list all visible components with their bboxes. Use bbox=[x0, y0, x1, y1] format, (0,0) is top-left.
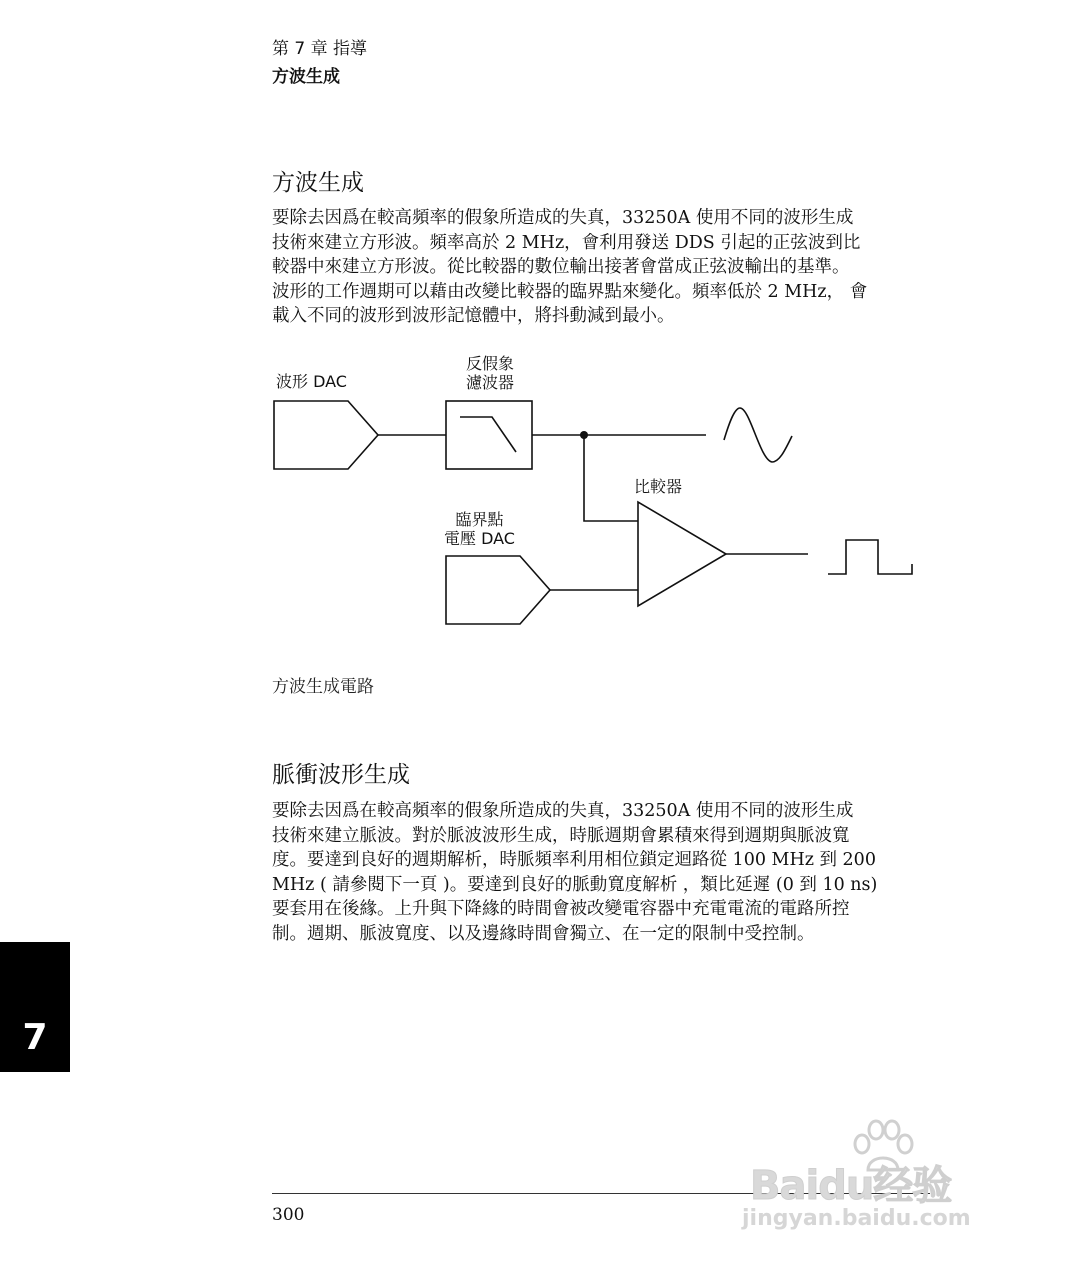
running-section-title: 方波生成 bbox=[272, 67, 340, 87]
paragraph-line: 技術來建立方形波。頻率高於 2 MHz，會利用發送 DDS 引起的正弦波到比 bbox=[272, 232, 861, 253]
paragraph-line: 要除去因爲在較高頻率的假象所造成的失真，33250A 使用不同的波形生成 bbox=[272, 208, 854, 228]
comparator-label: 比較器 bbox=[634, 477, 683, 496]
figure-caption: 方波生成電路 bbox=[272, 677, 374, 697]
watermark-url: jingyan.baidu.com bbox=[742, 1206, 971, 1231]
square-wave-icon bbox=[828, 540, 912, 574]
threshold-dac-symbol bbox=[446, 556, 550, 624]
chapter-tab-number: 7 bbox=[22, 1017, 48, 1058]
paragraph-line: 要套用在後緣。上升與下降緣的時間會被改變電容器中充電電流的電路所控 bbox=[272, 899, 850, 919]
waveform-dac-symbol bbox=[274, 401, 378, 469]
sine-wave-icon bbox=[724, 408, 792, 462]
square-wave-paragraph bbox=[272, 206, 952, 329]
paragraph-line: MHz ( 請參閱下一頁 )。要達到良好的脈動寬度解析 ，類比延遲 (0 到 10 ns) bbox=[272, 874, 878, 895]
paragraph-line: 較器中來建立方形波。從比較器的數位輸出接著會當成正弦波輸出的基準。 bbox=[272, 257, 850, 277]
paragraph-line: 技術來建立脈波。對於脈波波形生成，時脈週期會累積來得到週期與脈波寬 bbox=[272, 825, 850, 846]
paragraph-line: 要除去因爲在較高頻率的假象所造成的失真，33250A 使用不同的波形生成 bbox=[272, 801, 854, 821]
anti-alias-filter-box bbox=[446, 401, 532, 469]
watermark-brand: Baidu经验 bbox=[750, 1163, 952, 1209]
paragraph-line: 度。要達到良好的週期解析，時脈頻率利用相位鎖定迴路從 100 MHz 到 200 bbox=[272, 850, 876, 870]
threshold-dac-label bbox=[444, 510, 515, 548]
threshold-label-line: 電壓 DAC bbox=[444, 529, 515, 548]
paragraph-line: 載入不同的波形到波形記憶體中，將抖動減到最小。 bbox=[272, 306, 675, 326]
pulse-wave-paragraph bbox=[272, 799, 952, 946]
filter-response-icon bbox=[460, 417, 516, 452]
paragraph-line: 波形的工作週期可以藉由改變比較器的臨界點來變化。頻率低於 2 MHz， 會 bbox=[272, 281, 868, 302]
comparator-symbol bbox=[638, 502, 726, 606]
threshold-label-line: 臨界點 bbox=[455, 510, 504, 529]
baidu-watermark bbox=[742, 1118, 1012, 1248]
anti-alias-filter-label bbox=[466, 354, 514, 392]
filter-label-line: 濾波器 bbox=[466, 373, 515, 392]
filter-label-line: 反假象 bbox=[466, 354, 515, 373]
chapter-thumb-tab bbox=[0, 942, 70, 1072]
junction-dot bbox=[580, 431, 588, 439]
waveform-dac-label: 波形 DAC bbox=[276, 372, 347, 391]
chapter-heading: 第 7 章 指導 bbox=[272, 39, 368, 59]
square-wave-circuit-diagram bbox=[260, 390, 940, 640]
wire-to-comparator-plus bbox=[584, 435, 638, 521]
square-wave-title: 方波生成 bbox=[272, 170, 364, 196]
paragraph-line: 制。週期、脈波寬度、以及邊緣時間會獨立、在一定的限制中受控制。 bbox=[272, 923, 815, 944]
page-number: 300 bbox=[272, 1205, 305, 1225]
pulse-wave-title: 脈衝波形生成 bbox=[272, 762, 410, 788]
